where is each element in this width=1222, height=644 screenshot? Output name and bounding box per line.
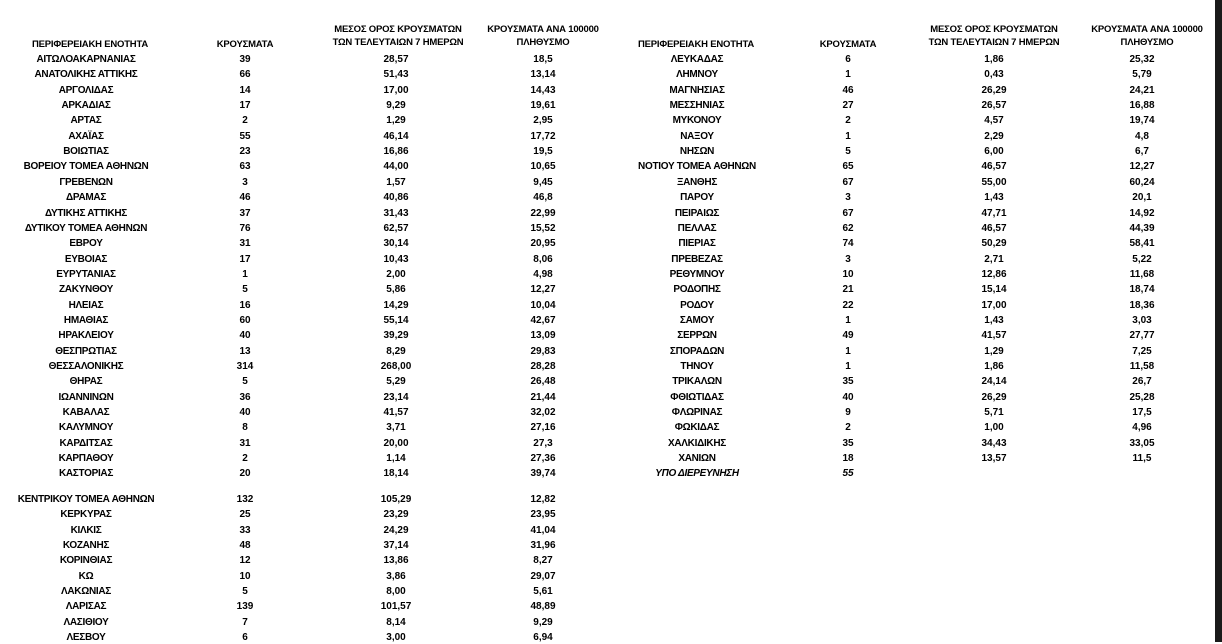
table-cell-cases: 18 — [842, 453, 854, 465]
table-cell-per100k: 18,74 — [1129, 284, 1155, 296]
table-cell-per100k: 32,02 — [530, 407, 556, 419]
table-cell-region: ΘΗΡΑΣ — [69, 376, 103, 388]
left-header-avg — [318, 25, 478, 48]
table-cell-avg: 40,86 — [383, 192, 409, 204]
table-cell-per100k: 7,25 — [1132, 345, 1152, 357]
table-cell-region: ΔΡΑΜΑΣ — [65, 192, 107, 204]
table-cell-cases: 1 — [845, 361, 851, 372]
table-cell-per100k: 12,27 — [530, 284, 556, 296]
table-cell-region: ΑΙΤΩΛΟΑΚΑΡΝΑΝΙΑΣ — [36, 54, 136, 65]
table-cell-per100k: 21,44 — [530, 391, 556, 403]
table-cell-per100k: 3,03 — [1132, 314, 1152, 326]
table-cell-region: ΚΟΖΑΝΗΣ — [62, 540, 110, 552]
table-cell-per100k: 18,36 — [1129, 299, 1155, 311]
table-cell-per100k: 19,61 — [530, 100, 556, 112]
table-cell-avg: 41,57 — [981, 330, 1007, 342]
table-cell-per100k: 29,07 — [530, 570, 556, 582]
table-cell-region: ΚΑΡΔΙΤΣΑΣ — [59, 437, 113, 449]
table-cell-per100k: 12,82 — [530, 494, 556, 505]
table-cell-per100k: 29,83 — [530, 345, 556, 357]
table-cell-per100k: 58,41 — [1129, 238, 1155, 250]
table-cell-per100k: 12,27 — [1129, 161, 1155, 173]
table-cell-cases: 35 — [842, 376, 854, 388]
table-cell-cases: 3 — [242, 176, 248, 188]
table-cell-region: ΡΟΔΟΥ — [680, 299, 714, 311]
table-cell-region: ΠΡΕΒΕΖΑΣ — [671, 253, 723, 265]
table-cell-region: ΞΑΝΘΗΣ — [676, 176, 718, 188]
table-cell-avg: 1,29 — [984, 345, 1004, 357]
table-cell-cases: 20 — [239, 468, 251, 480]
table-cell-region: ΥΠΟ ΔΙΕΡΕΥΝΗΣΗ — [655, 468, 739, 480]
table-cell-avg: 5,86 — [386, 284, 406, 296]
table-cell-avg: 3,71 — [386, 422, 406, 434]
table-cell-cases: 46 — [239, 192, 251, 204]
table-cell-per100k: 5,22 — [1132, 253, 1152, 265]
table-cell-region: ΡΕΘΥΜΝΟΥ — [669, 268, 725, 280]
table-cell-avg: 16,86 — [383, 146, 409, 158]
table-cell-cases: 66 — [239, 69, 251, 81]
table-cell-cases: 2 — [845, 115, 851, 127]
table-cell-cases: 17 — [239, 253, 251, 265]
table-cell-cases: 14 — [239, 84, 251, 96]
table-cell-region: ΠΕΛΛΑΣ — [677, 222, 717, 234]
right-header-cases: ΚΡΟΥΣΜΑΤΑ — [819, 39, 877, 50]
table-cell-per100k: 27,3 — [533, 437, 553, 449]
table-cell-avg: 51,43 — [383, 69, 409, 81]
table-cell-cases: 2 — [845, 422, 851, 434]
table-cell-region: ΝΟΤΙΟΥ ΤΟΜΕΑ ΑΘΗΝΩΝ — [638, 161, 756, 173]
table-cell-per100k: 26,7 — [1132, 376, 1152, 388]
table-cell-region: ΚΕΝΤΡΙΚΟΥ ΤΟΜΕΑ ΑΘΗΝΩΝ — [17, 494, 155, 505]
table-cell-avg: 8,14 — [386, 616, 406, 628]
table-cell-avg: 5,29 — [386, 376, 406, 388]
table-cell-avg: 26,29 — [981, 84, 1007, 96]
table-cell-cases: 9 — [845, 407, 851, 419]
table-cell-per100k: 11,68 — [1129, 268, 1155, 280]
table-cell-cases: 55 — [842, 468, 854, 480]
table-cell-region: ΜΥΚΟΝΟΥ — [672, 115, 722, 127]
table-cell-avg: 14,29 — [383, 299, 409, 311]
table-cell-region: ΜΕΣΣΗΝΙΑΣ — [669, 100, 725, 112]
table-cell-avg: 39,29 — [383, 330, 409, 342]
right-header-avg-line1: ΜΕΣΟΣ ΟΡΟΣ ΚΡΟΥΣΜΑΤΩΝ — [930, 24, 1058, 35]
table-cell-per100k: 2,95 — [533, 115, 553, 127]
table-cell-cases: 6 — [845, 54, 851, 65]
table-cell-cases: 74 — [842, 238, 854, 250]
table-cell-per100k: 6,94 — [533, 632, 553, 644]
table-cell-per100k: 11,5 — [1132, 453, 1152, 465]
table-cell-region: ΗΜΑΘΙΑΣ — [63, 314, 109, 326]
table-cell-avg: 1,00 — [984, 422, 1004, 434]
table-cell-avg: 37,14 — [383, 540, 409, 552]
table-cell-avg: 10,43 — [383, 253, 409, 265]
table-cell-region: ΛΑΡΙΣΑΣ — [65, 601, 107, 613]
table-cell-region: ΔΥΤΙΚΟΥ ΤΟΜΕΑ ΑΘΗΝΩΝ — [24, 222, 148, 234]
table-cell-avg: 13,86 — [383, 555, 409, 567]
table-cell-cases: 76 — [239, 222, 251, 234]
table-cell-cases: 139 — [236, 601, 254, 613]
table-cell-cases: 23 — [239, 146, 251, 158]
table-cell-per100k: 23,95 — [530, 509, 556, 521]
table-cell-avg: 17,00 — [981, 299, 1007, 311]
table-cell-region: ΝΗΣΩΝ — [679, 146, 715, 158]
table-cell-region: ΛΑΣΙΘΙΟΥ — [63, 616, 109, 628]
table-cell-cases: 5 — [242, 284, 248, 296]
table-cell-per100k: 10,04 — [530, 299, 556, 311]
table-cell-avg: 24,14 — [981, 376, 1007, 388]
table-cell-cases: 1 — [845, 69, 851, 81]
table-cell-per100k: 39,74 — [530, 468, 556, 480]
table-cell-cases: 7 — [242, 616, 248, 628]
table-cell-region: ΦΛΩΡΙΝΑΣ — [671, 407, 723, 419]
table-cell-avg: 2,00 — [386, 268, 406, 280]
table-cell-avg: 44,00 — [383, 161, 409, 173]
table-cell-cases: 10 — [842, 268, 854, 280]
right-header-avg — [914, 25, 1074, 48]
table-cell-avg: 1,43 — [984, 192, 1004, 204]
table-cell-cases: 17 — [239, 100, 251, 112]
table-cell-region: ΔΥΤΙΚΗΣ ΑΤΤΙΚΗΣ — [44, 207, 128, 219]
table-cell-region: ΚΙΛΚΙΣ — [70, 524, 102, 536]
table-cell-region: ΤΡΙΚΑΛΩΝ — [672, 376, 722, 388]
table-cell-cases: 13 — [239, 345, 251, 357]
table-cell-avg: 34,43 — [981, 437, 1007, 449]
table-cell-region: ΠΕΙΡΑΙΩΣ — [674, 207, 720, 219]
table-cell-region: ΛΗΜΝΟΥ — [676, 69, 718, 81]
table-cell-region: ΑΧΑΪΑΣ — [68, 130, 104, 142]
table-cell-per100k: 18,5 — [533, 54, 553, 65]
table-cell-per100k: 5,79 — [1132, 69, 1152, 81]
table-cell-cases: 1 — [845, 130, 851, 142]
table-cell-per100k: 26,48 — [530, 376, 556, 388]
right-header-avg-line2: ΤΩΝ ΤΕΛΕΥΤΑΙΩΝ 7 ΗΜΕΡΩΝ — [928, 37, 1060, 48]
table-cell-per100k: 8,06 — [533, 253, 553, 265]
table-cell-avg: 28,57 — [383, 54, 409, 65]
table-cell-avg: 2,71 — [984, 253, 1004, 265]
table-cell-per100k: 48,89 — [530, 601, 556, 613]
table-cell-avg: 5,71 — [984, 407, 1004, 419]
table-cell-per100k: 44,39 — [1129, 222, 1155, 234]
table-cell-avg: 47,71 — [981, 207, 1007, 219]
table-cell-cases: 33 — [239, 524, 251, 536]
table-cell-avg: 62,57 — [383, 222, 409, 234]
right-header-per100k-line1: ΚΡΟΥΣΜΑΤΑ ΑΝΑ 100000 — [1091, 24, 1203, 35]
table-cell-cases: 3 — [845, 192, 851, 204]
table-cell-region: ΑΡΚΑΔΙΑΣ — [61, 100, 111, 112]
table-cell-avg: 1,43 — [984, 314, 1004, 326]
table-cell-region: ΧΑΝΙΩΝ — [678, 453, 716, 465]
table-cell-cases: 60 — [239, 314, 251, 326]
table-cell-avg: 55,00 — [981, 176, 1007, 188]
table-cell-avg: 105,29 — [380, 494, 412, 505]
table-cell-region: ΑΡΓΟΛΙΔΑΣ — [58, 84, 114, 96]
table-cell-region: ΛΑΚΩΝΙΑΣ — [61, 586, 111, 598]
table-cell-avg: 0,43 — [984, 69, 1004, 81]
table-cell-avg: 23,14 — [383, 391, 409, 403]
table-cell-avg: 1,57 — [386, 176, 406, 188]
table-cell-per100k: 13,14 — [530, 69, 556, 81]
table-cell-per100k: 60,24 — [1129, 176, 1155, 188]
table-cell-region: ΕΥΒΟΙΑΣ — [64, 253, 108, 265]
table-cell-avg: 13,57 — [981, 453, 1007, 465]
table-cell-per100k: 19,74 — [1129, 115, 1155, 127]
table-cell-per100k: 17,72 — [530, 130, 556, 142]
table-cell-avg: 4,57 — [984, 115, 1004, 127]
table-cell-region: ΓΡΕΒΕΝΩΝ — [59, 176, 113, 188]
table-cell-region: ΡΟΔΟΠΗΣ — [673, 284, 721, 296]
table-cell-per100k: 25,32 — [1129, 54, 1155, 65]
left-header-per100k-line1: ΚΡΟΥΣΜΑΤΑ ΑΝΑ 100000 — [487, 24, 599, 35]
table-cell-cases: 1 — [242, 268, 248, 280]
table-cell-region: ΚΟΡΙΝΘΙΑΣ — [59, 555, 113, 567]
table-cell-cases: 3 — [845, 253, 851, 265]
table-cell-avg: 50,29 — [981, 238, 1007, 250]
table-cell-per100k: 20,1 — [1132, 192, 1152, 204]
table-cell-per100k: 20,95 — [530, 238, 556, 250]
table-cell-cases: 27 — [842, 100, 854, 112]
table-cell-per100k: 11,58 — [1129, 361, 1155, 372]
table-cell-per100k: 28,28 — [530, 361, 556, 372]
table-cell-cases: 6 — [242, 632, 248, 644]
table-cell-avg: 1,86 — [984, 54, 1004, 65]
table-cell-per100k: 27,77 — [1129, 330, 1155, 342]
table-cell-region: ΠΑΡΟΥ — [680, 192, 714, 204]
table-cell-cases: 1 — [845, 345, 851, 357]
table-cell-per100k: 46,8 — [533, 192, 553, 204]
table-cell-region: ΚΑΛΥΜΝΟΥ — [58, 422, 114, 434]
table-cell-avg: 46,57 — [981, 161, 1007, 173]
table-cell-cases: 67 — [842, 176, 854, 188]
table-cell-per100k: 27,16 — [530, 422, 556, 434]
table-cell-cases: 39 — [239, 54, 251, 65]
table-cell-per100k: 31,96 — [530, 540, 556, 552]
table-cell-avg: 55,14 — [383, 314, 409, 326]
table-cell-region: ΝΑΞΟΥ — [680, 130, 714, 142]
table-cell-per100k: 33,05 — [1129, 437, 1155, 449]
table-cell-cases: 63 — [239, 161, 251, 173]
table-cell-cases: 10 — [239, 570, 251, 582]
table-cell-avg: 6,00 — [984, 146, 1004, 158]
table-cell-cases: 46 — [842, 84, 854, 96]
table-cell-region: ΚΑΒΑΛΑΣ — [62, 407, 110, 419]
table-cell-region: ΘΕΣΣΑΛΟΝΙΚΗΣ — [48, 361, 124, 372]
table-cell-avg: 23,29 — [383, 509, 409, 521]
table-cell-cases: 35 — [842, 437, 854, 449]
table-cell-region: ΚΑΡΠΑΘΟΥ — [58, 453, 114, 465]
table-cell-region: ΛΕΥΚΑΔΑΣ — [670, 54, 724, 65]
table-cell-cases: 40 — [239, 330, 251, 342]
table-cell-per100k: 16,88 — [1129, 100, 1155, 112]
table-cell-cases: 65 — [842, 161, 854, 173]
table-cell-cases: 5 — [242, 586, 248, 598]
left-header-per100k — [468, 25, 618, 48]
table-cell-cases: 8 — [242, 422, 248, 434]
table-cell-per100k: 42,67 — [530, 314, 556, 326]
table-cell-per100k: 8,27 — [533, 555, 553, 567]
table-cell-avg: 8,29 — [386, 345, 406, 357]
right-header-region: ΠΕΡΙΦΕΡΕΙΑΚΗ ΕΝΟΤΗΤΑ — [637, 39, 755, 50]
table-cell-cases: 2 — [242, 115, 248, 127]
table-cell-per100k: 15,52 — [530, 222, 556, 234]
table-cell-region: ΜΑΓΝΗΣΙΑΣ — [669, 84, 725, 96]
window-edge — [1215, 0, 1222, 642]
table-cell-region: ΕΒΡΟΥ — [69, 238, 103, 250]
table-cell-region: ΚΕΡΚΥΡΑΣ — [60, 509, 112, 521]
left-header-avg-line1: ΜΕΣΟΣ ΟΡΟΣ ΚΡΟΥΣΜΑΤΩΝ — [334, 24, 462, 35]
table-cell-region: ΠΙΕΡΙΑΣ — [678, 238, 716, 250]
table-cell-per100k: 4,96 — [1132, 422, 1152, 434]
table-cell-per100k: 6,7 — [1135, 146, 1149, 158]
table-cell-region: ΤΗΝΟΥ — [680, 361, 714, 372]
table-cell-region: ΘΕΣΠΡΩΤΙΑΣ — [55, 345, 117, 357]
table-cell-cases: 1 — [845, 314, 851, 326]
table-cell-per100k: 17,5 — [1132, 407, 1152, 419]
table-cell-avg: 1,14 — [386, 453, 406, 465]
table-cell-avg: 31,43 — [383, 207, 409, 219]
table-cell-per100k: 4,8 — [1135, 130, 1149, 142]
table-cell-region: ΚΩ — [78, 570, 94, 582]
table-cell-avg: 46,57 — [981, 222, 1007, 234]
table-cell-region: ΦΘΙΩΤΙΔΑΣ — [670, 391, 724, 403]
table-cell-per100k: 13,09 — [530, 330, 556, 342]
table-cell-region: ΣΑΜΟΥ — [679, 314, 715, 326]
table-cell-per100k: 27,36 — [530, 453, 556, 465]
table-cell-per100k: 5,61 — [533, 586, 553, 598]
table-cell-per100k: 25,28 — [1129, 391, 1155, 403]
table-cell-cases: 40 — [842, 391, 854, 403]
table-cell-cases: 49 — [842, 330, 854, 342]
table-cell-cases: 12 — [239, 555, 251, 567]
table-cell-avg: 1,86 — [984, 361, 1004, 372]
table-cell-region: ΒΟΡΕΙΟΥ ΤΟΜΕΑ ΑΘΗΝΩΝ — [23, 161, 149, 173]
right-header-per100k-line2: ΠΛΗΘΥΣΜΟ — [1120, 37, 1174, 48]
left-header-per100k-line2: ΠΛΗΘΥΣΜΟ — [516, 37, 570, 48]
table-cell-avg: 2,29 — [984, 130, 1004, 142]
table-cell-cases: 31 — [239, 238, 251, 250]
table-cell-avg: 1,29 — [386, 115, 406, 127]
left-header-avg-line2: ΤΩΝ ΤΕΛΕΥΤΑΙΩΝ 7 ΗΜΕΡΩΝ — [332, 37, 464, 48]
table-cell-per100k: 14,92 — [1129, 207, 1155, 219]
table-cell-per100k: 4,98 — [533, 268, 553, 280]
table-cell-avg: 30,14 — [383, 238, 409, 250]
table-cell-avg: 17,00 — [383, 84, 409, 96]
table-cell-region: ΣΕΡΡΩΝ — [677, 330, 717, 342]
table-cell-cases: 132 — [236, 494, 254, 505]
table-cell-cases: 21 — [842, 284, 854, 296]
table-cell-cases: 67 — [842, 207, 854, 219]
table-cell-avg: 41,57 — [383, 407, 409, 419]
table-cell-cases: 314 — [236, 361, 254, 372]
table-cell-per100k: 24,21 — [1129, 84, 1155, 96]
table-cell-per100k: 9,29 — [533, 616, 553, 628]
table-cell-cases: 36 — [239, 391, 251, 403]
table-cell-avg: 26,57 — [981, 100, 1007, 112]
table-cell-avg: 268,00 — [380, 361, 412, 372]
table-cell-region: ΒΟΙΩΤΙΑΣ — [63, 146, 109, 158]
table-cell-region: ΛΕΣΒΟΥ — [66, 632, 106, 644]
table-cell-per100k: 10,65 — [530, 161, 556, 173]
table-cell-cases: 48 — [239, 540, 251, 552]
left-header-region: ΠΕΡΙΦΕΡΕΙΑΚΗ ΕΝΟΤΗΤΑ — [31, 39, 149, 50]
table-cell-avg: 3,00 — [386, 632, 406, 644]
table-cell-per100k: 14,43 — [530, 84, 556, 96]
table-cell-avg: 101,57 — [380, 601, 412, 613]
table-cell-avg: 26,29 — [981, 391, 1007, 403]
table-cell-cases: 16 — [239, 299, 251, 311]
table-cell-avg: 12,86 — [981, 268, 1007, 280]
table-cell-cases: 22 — [842, 299, 854, 311]
table-cell-cases: 25 — [239, 509, 251, 521]
table-cell-avg: 8,00 — [386, 586, 406, 598]
table-cell-region: ΖΑΚΥΝΘΟΥ — [59, 284, 113, 296]
table-cell-region: ΣΠΟΡΑΔΩΝ — [669, 345, 725, 357]
table-cell-cases: 5 — [242, 376, 248, 388]
left-header-cases: ΚΡΟΥΣΜΑΤΑ — [216, 39, 274, 50]
table-cell-avg: 15,14 — [981, 284, 1007, 296]
table-cell-avg: 20,00 — [383, 437, 409, 449]
table-cell-region: ΗΛΕΙΑΣ — [68, 299, 104, 311]
table-cell-cases: 40 — [239, 407, 251, 419]
table-cell-avg: 18,14 — [383, 468, 409, 480]
table-cell-region: ΕΥΡΥΤΑΝΙΑΣ — [56, 268, 116, 280]
table-cell-cases: 55 — [239, 130, 251, 142]
table-cell-region: ΑΡΤΑΣ — [70, 115, 102, 127]
table-cell-region: ΑΝΑΤΟΛΙΚΗΣ ΑΤΤΙΚΗΣ — [34, 69, 138, 81]
table-cell-per100k: 22,99 — [530, 207, 556, 219]
table-cell-cases: 37 — [239, 207, 251, 219]
table-cell-per100k: 19,5 — [533, 146, 553, 158]
table-cell-cases: 62 — [842, 222, 854, 234]
table-cell-avg: 3,86 — [386, 570, 406, 582]
table-cell-avg: 46,14 — [383, 130, 409, 142]
table-cell-region: ΚΑΣΤΟΡΙΑΣ — [58, 468, 114, 480]
table-cell-per100k: 41,04 — [530, 524, 556, 536]
table-cell-region: ΦΩΚΙΔΑΣ — [674, 422, 720, 434]
right-header-per100k — [1072, 25, 1222, 48]
table-cell-cases: 31 — [239, 437, 251, 449]
table-cell-avg: 9,29 — [386, 100, 406, 112]
table-cell-region: ΙΩΑΝΝΙΝΩΝ — [58, 391, 114, 403]
table-cell-cases: 2 — [242, 453, 248, 465]
table-cell-cases: 5 — [845, 146, 851, 158]
table-cell-per100k: 9,45 — [533, 176, 553, 188]
table-cell-region: ΧΑΛΚΙΔΙΚΗΣ — [668, 437, 726, 449]
table-cell-avg: 24,29 — [383, 524, 409, 536]
table-cell-region: ΗΡΑΚΛΕΙΟΥ — [58, 330, 114, 342]
